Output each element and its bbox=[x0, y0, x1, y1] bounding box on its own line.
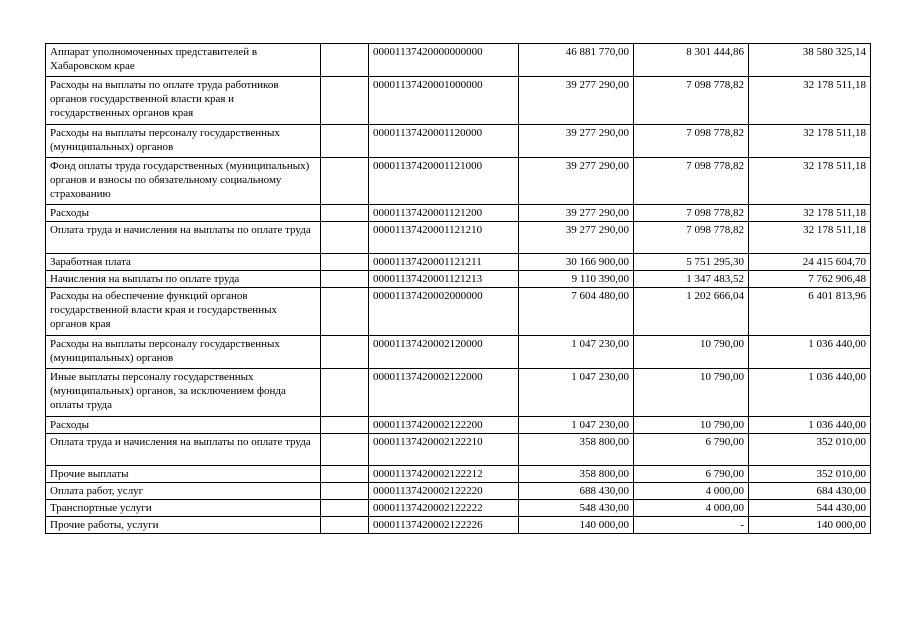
row-value-1: 1 047 230,00 bbox=[519, 336, 634, 369]
row-value-2: 10 790,00 bbox=[634, 369, 749, 417]
row-name: Расходы на обеспечение функций органов государственной власти края и государственных органов края bbox=[46, 288, 321, 336]
row-code: 00001137420002122222 bbox=[369, 500, 519, 517]
row-value-3: 6 401 813,96 bbox=[749, 288, 871, 336]
row-value-3: 684 430,00 bbox=[749, 483, 871, 500]
row-gap-cell bbox=[321, 222, 369, 254]
table-row bbox=[46, 336, 871, 369]
row-value-1: 140 000,00 bbox=[519, 517, 634, 534]
row-code: 00001137420000000000 bbox=[369, 44, 519, 77]
row-value-3: 140 000,00 bbox=[749, 517, 871, 534]
row-value-3: 352 010,00 bbox=[749, 466, 871, 483]
row-name: Оплата труда и начисления на выплаты по оплате труда bbox=[46, 222, 321, 254]
row-gap-cell bbox=[321, 517, 369, 534]
row-name: Оплата работ, услуг bbox=[46, 483, 321, 500]
row-name: Расходы на выплаты персоналу государственных (муниципальных) органов bbox=[46, 125, 321, 158]
row-value-2: 4 000,00 bbox=[634, 483, 749, 500]
row-code: 00001137420001121213 bbox=[369, 271, 519, 288]
row-value-1: 46 881 770,00 bbox=[519, 44, 634, 77]
row-value-3: 352 010,00 bbox=[749, 434, 871, 466]
row-value-3: 24 415 604,70 bbox=[749, 254, 871, 271]
row-code: 00001137420002000000 bbox=[369, 288, 519, 336]
row-value-2: - bbox=[634, 517, 749, 534]
row-code: 00001137420001000000 bbox=[369, 77, 519, 125]
row-value-3: 7 762 906,48 bbox=[749, 271, 871, 288]
row-value-2: 1 202 666,04 bbox=[634, 288, 749, 336]
row-value-3: 32 178 511,18 bbox=[749, 125, 871, 158]
row-value-1: 1 047 230,00 bbox=[519, 369, 634, 417]
row-value-1: 39 277 290,00 bbox=[519, 125, 634, 158]
row-value-1: 358 800,00 bbox=[519, 466, 634, 483]
row-code: 00001137420002120000 bbox=[369, 336, 519, 369]
row-gap-cell bbox=[321, 254, 369, 271]
row-value-3: 32 178 511,18 bbox=[749, 222, 871, 254]
row-value-2: 7 098 778,82 bbox=[634, 125, 749, 158]
row-name: Прочие работы, услуги bbox=[46, 517, 321, 534]
row-value-1: 688 430,00 bbox=[519, 483, 634, 500]
row-code: 00001137420002122220 bbox=[369, 483, 519, 500]
row-value-2: 1 347 483,52 bbox=[634, 271, 749, 288]
row-gap-cell bbox=[321, 500, 369, 517]
row-code: 00001137420001120000 bbox=[369, 125, 519, 158]
row-value-3: 32 178 511,18 bbox=[749, 158, 871, 205]
table-row bbox=[46, 254, 871, 271]
row-name: Заработная плата bbox=[46, 254, 321, 271]
row-code: 00001137420002122226 bbox=[369, 517, 519, 534]
table-row bbox=[46, 158, 871, 205]
table-row bbox=[46, 417, 871, 434]
row-value-3: 1 036 440,00 bbox=[749, 336, 871, 369]
row-value-1: 1 047 230,00 bbox=[519, 417, 634, 434]
table-body bbox=[46, 44, 871, 534]
row-code: 00001137420002122212 bbox=[369, 466, 519, 483]
row-name: Транспортные услуги bbox=[46, 500, 321, 517]
table-row bbox=[46, 434, 871, 466]
table-row bbox=[46, 288, 871, 336]
row-code: 00001137420002122200 bbox=[369, 417, 519, 434]
row-value-2: 7 098 778,82 bbox=[634, 222, 749, 254]
row-gap-cell bbox=[321, 483, 369, 500]
row-code: 00001137420001121200 bbox=[369, 205, 519, 222]
row-value-2: 7 098 778,82 bbox=[634, 205, 749, 222]
row-gap-cell bbox=[321, 336, 369, 369]
row-value-1: 39 277 290,00 bbox=[519, 205, 634, 222]
table-row bbox=[46, 483, 871, 500]
table-row bbox=[46, 222, 871, 254]
table-row bbox=[46, 125, 871, 158]
row-name: Расходы на выплаты по оплате труда работников органов государственной власти края и государственных органов края bbox=[46, 77, 321, 125]
row-gap-cell bbox=[321, 369, 369, 417]
row-gap-cell bbox=[321, 271, 369, 288]
row-value-2: 5 751 295,30 bbox=[634, 254, 749, 271]
row-value-3: 38 580 325,14 bbox=[749, 44, 871, 77]
row-value-1: 39 277 290,00 bbox=[519, 158, 634, 205]
row-gap-cell bbox=[321, 417, 369, 434]
row-gap-cell bbox=[321, 205, 369, 222]
row-gap-cell bbox=[321, 466, 369, 483]
row-value-2: 6 790,00 bbox=[634, 434, 749, 466]
row-gap-cell bbox=[321, 77, 369, 125]
row-value-3: 1 036 440,00 bbox=[749, 369, 871, 417]
row-value-2: 7 098 778,82 bbox=[634, 158, 749, 205]
row-value-3: 1 036 440,00 bbox=[749, 417, 871, 434]
row-value-3: 32 178 511,18 bbox=[749, 77, 871, 125]
row-value-1: 7 604 480,00 bbox=[519, 288, 634, 336]
row-value-1: 39 277 290,00 bbox=[519, 77, 634, 125]
row-value-1: 548 430,00 bbox=[519, 500, 634, 517]
row-value-3: 544 430,00 bbox=[749, 500, 871, 517]
budget-table bbox=[45, 43, 871, 534]
row-code: 00001137420001121211 bbox=[369, 254, 519, 271]
row-value-2: 7 098 778,82 bbox=[634, 77, 749, 125]
table-row bbox=[46, 500, 871, 517]
row-name: Расходы bbox=[46, 417, 321, 434]
row-value-2: 4 000,00 bbox=[634, 500, 749, 517]
row-code: 00001137420002122210 bbox=[369, 434, 519, 466]
row-value-1: 39 277 290,00 bbox=[519, 222, 634, 254]
row-gap-cell bbox=[321, 44, 369, 77]
row-value-1: 358 800,00 bbox=[519, 434, 634, 466]
table-row bbox=[46, 44, 871, 77]
row-gap-cell bbox=[321, 158, 369, 205]
row-code: 00001137420001121210 bbox=[369, 222, 519, 254]
row-name: Иные выплаты персоналу государственных (муниципальных) органов, за исключением фонда оплаты труда bbox=[46, 369, 321, 417]
row-gap-cell bbox=[321, 125, 369, 158]
row-name: Расходы на выплаты персоналу государственных (муниципальных) органов bbox=[46, 336, 321, 369]
row-name: Фонд оплаты труда государственных (муниципальных) органов и взносы по обязательному социальному страхованию bbox=[46, 158, 321, 205]
row-value-2: 8 301 444,86 bbox=[634, 44, 749, 77]
row-name: Расходы bbox=[46, 205, 321, 222]
row-value-1: 9 110 390,00 bbox=[519, 271, 634, 288]
row-code: 00001137420002122000 bbox=[369, 369, 519, 417]
row-value-3: 32 178 511,18 bbox=[749, 205, 871, 222]
table-row bbox=[46, 77, 871, 125]
row-value-2: 6 790,00 bbox=[634, 466, 749, 483]
row-value-1: 30 166 900,00 bbox=[519, 254, 634, 271]
row-value-2: 10 790,00 bbox=[634, 336, 749, 369]
row-gap-cell bbox=[321, 288, 369, 336]
row-name: Начисления на выплаты по оплате труда bbox=[46, 271, 321, 288]
row-name: Оплата труда и начисления на выплаты по оплате труда bbox=[46, 434, 321, 466]
row-name: Аппарат уполномоченных представителей в Хабаровском крае bbox=[46, 44, 321, 77]
row-gap-cell bbox=[321, 434, 369, 466]
table-row bbox=[46, 517, 871, 534]
row-name: Прочие выплаты bbox=[46, 466, 321, 483]
table-row bbox=[46, 271, 871, 288]
table-row bbox=[46, 369, 871, 417]
row-code: 00001137420001121000 bbox=[369, 158, 519, 205]
table-row bbox=[46, 466, 871, 483]
row-value-2: 10 790,00 bbox=[634, 417, 749, 434]
table-row bbox=[46, 205, 871, 222]
